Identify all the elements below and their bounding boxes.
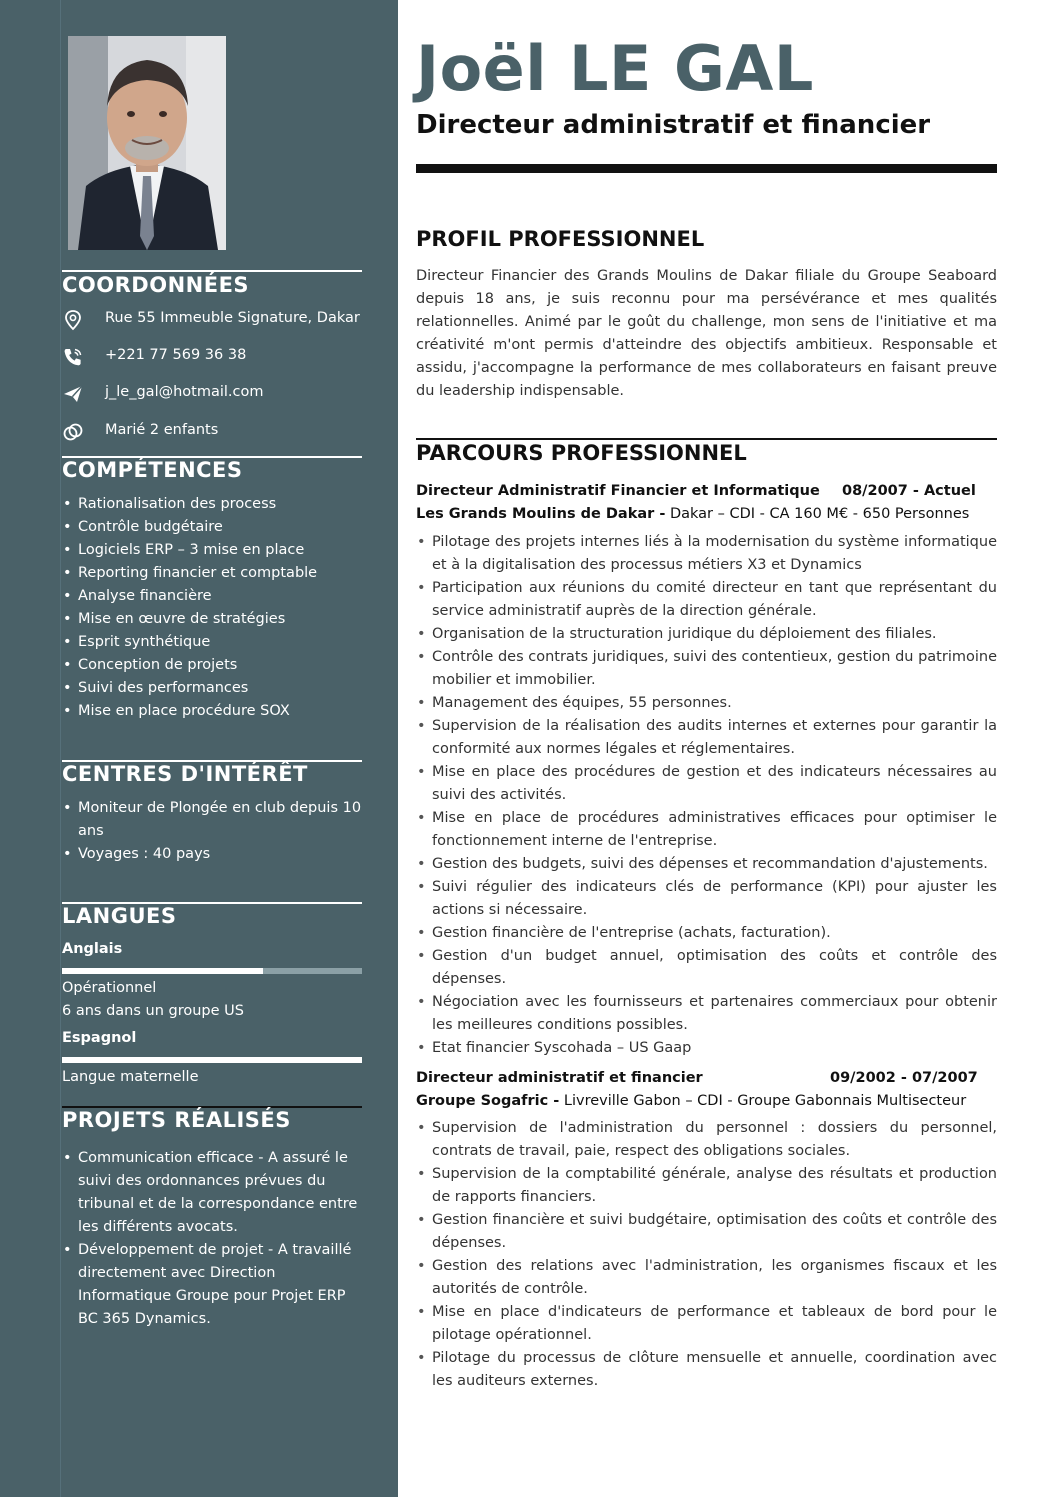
list-item: • Gestion des relations avec l'administration, les organismes fiscaux et les autorités de contrôle. [417, 1258, 997, 1297]
contact-family [62, 420, 362, 444]
list-item: • Etat financier Syscohada – US Gaap [417, 1040, 692, 1056]
list-item: • Mise en œuvre de stratégies [63, 611, 286, 627]
list-item: • Gestion d'un budget annuel, optimisation des coûts et contrôle des dépenses. [417, 948, 997, 987]
list-item: • Gestion des budgets, suivi des dépenses et recommandation d'ajustements. [417, 856, 988, 872]
location-pin-icon [62, 309, 84, 331]
list-item: • Mise en place de procédures administratives efficaces pour optimiser le fonctionnement interne de l'entreprise. [417, 810, 997, 849]
profile-photo [68, 36, 226, 250]
job-task-list [416, 531, 997, 1060]
list-item: • Voyages : 40 pays [63, 846, 211, 862]
list-item: • Supervision de la réalisation des audits internes et externes pour garantir la conformité aux normes légales et réglementaires. [417, 718, 997, 757]
list-item: • Contrôle budgétaire [63, 519, 223, 535]
projects-heading: PROJETS RÉALISÉS [62, 1108, 291, 1132]
list-item: • Moniteur de Plongée en club depuis 10 ans [63, 800, 362, 839]
list-item: • Supervision de l'administration du personnel : dossiers du personnel, contrats de travail, paie, respect des obligations sociales. [417, 1120, 997, 1159]
contact-section-rule [62, 270, 362, 272]
job-company-line [416, 1093, 966, 1109]
job-role: Directeur administratif et financier [416, 1070, 703, 1086]
profile-text: Directeur Financier des Grands Moulins de Dakar filiale du Groupe Seaboard depuis 18 ans, je suis reconnu pour ma persévérance et mes qualités relationnelles. Animé par le goût du challenge, mon sens de l'initiative et ma créativité m'ont permis d'atteindre des objectifs ambitieux. Responsable et assidu, j'accompagne la performance de mes collaborateurs en faisant preuve du leadership indispensable. [416, 268, 997, 399]
projects-list [62, 1147, 362, 1331]
list-item: • Management des équipes, 55 personnes. [417, 695, 732, 711]
contact-heading: COORDONNÉES [62, 273, 250, 297]
list-item: • Reporting financier et comptable [63, 565, 318, 581]
list-item: • Contrôle des contrats juridiques, suivi des contentieux, gestion du patrimoine mobilier et immobilier. [417, 649, 997, 688]
candidate-title: Directeur administratif et financier [416, 110, 931, 140]
contact-family-text: Marié 2 enfants [105, 422, 219, 438]
job-details: Livreville Gabon – CDI - Groupe Gabonnais Multisecteur [559, 1093, 967, 1109]
sidebar [0, 0, 398, 1497]
header-rule [416, 164, 997, 173]
contact-phone-text: +221 77 569 36 38 [105, 347, 247, 363]
contact-address [62, 308, 362, 332]
interests-heading: CENTRES D'INTÉRÊT [62, 762, 308, 786]
language-name-spanish: Espagnol [62, 1030, 137, 1046]
list-item: • Négociation avec les fournisseurs et partenaires commerciaux pour obtenir les meilleures conditions possibles. [417, 994, 997, 1033]
list-item: • Suivi régulier des indicateurs clés de performance (KPI) pour ajuster les actions si nécessaire. [417, 879, 997, 918]
skills-list [62, 493, 362, 723]
contact-address-text: Rue 55 Immeuble Signature, Dakar [105, 310, 360, 326]
job-company-line [416, 506, 969, 522]
contact-phone[interactable] [62, 345, 362, 369]
paper-plane-icon [62, 383, 84, 405]
list-item: • Mise en place des procédures de gestion et des indicateurs nécessaires au suivi des activités. [417, 764, 997, 803]
list-item: • Pilotage des projets internes liés à la modernisation du système informatique et à la digitalisation des processus métiers X3 et Dynamics [417, 534, 997, 573]
language-desc-english-1: Opérationnel [62, 980, 157, 996]
rings-icon [62, 421, 84, 443]
list-item: • Logiciels ERP – 3 mise en place [63, 542, 305, 558]
list-item: • Analyse financière [63, 588, 212, 604]
language-level-fill-spanish [62, 1057, 362, 1063]
list-item: • Suivi des performances [63, 680, 249, 696]
interests-list [62, 797, 362, 866]
list-item: • Gestion financière de l'entreprise (achats, facturation). [417, 925, 831, 941]
job-role: Directeur Administratif Financier et Informatique [416, 483, 820, 499]
language-desc-english-2: 6 ans dans un groupe US [62, 1003, 244, 1019]
experience-section-rule [416, 438, 997, 440]
job-dates: 08/2007 - Actuel [842, 483, 976, 499]
list-item: • Pilotage du processus de clôture mensuelle et annuelle, coordination avec les auditeurs externes. [417, 1350, 997, 1389]
list-item: • Mise en place d'indicateurs de performance et tableaux de bord pour le pilotage opérationnel. [417, 1304, 997, 1343]
sidebar-divider [60, 0, 61, 1497]
contact-email-text: j_le_gal@hotmail.com [105, 384, 264, 400]
language-level-bar-english [62, 968, 362, 974]
list-item: • Communication efficace - A assuré le suivi des ordonnances prévues du tribunal et de la correspondance entre les différents avocats. [63, 1150, 358, 1235]
job-dates: 09/2002 - 07/2007 [830, 1070, 978, 1086]
language-desc-spanish: Langue maternelle [62, 1069, 199, 1085]
job-details: Dakar – CDI - CA 160 M€ - 650 Personnes [665, 506, 970, 522]
list-item: • Rationalisation des process [63, 496, 277, 512]
languages-heading: LANGUES [62, 904, 177, 928]
list-item: • Esprit synthétique [63, 634, 211, 650]
language-name-english: Anglais [62, 941, 123, 957]
list-item: • Développement de projet - A travaillé directement avec Direction Informatique Groupe pour Projet ERP BC 365 Dynamics. [63, 1242, 352, 1327]
job-company: Groupe Sogafric - [416, 1093, 560, 1109]
profile-heading: PROFIL PROFESSIONNEL [416, 227, 705, 251]
list-item: • Organisation de la structuration juridique du déploiement des filiales. [417, 626, 937, 642]
list-item: • Supervision de la comptabilité générale, analyse des résultats et production de rapports financiers. [417, 1166, 997, 1205]
contact-email[interactable] [62, 382, 362, 406]
phone-icon [62, 346, 84, 368]
experience-heading: PARCOURS PROFESSIONNEL [416, 441, 747, 465]
list-item: • Gestion financière et suivi budgétaire, optimisation des coûts et contrôle des dépenses. [417, 1212, 997, 1251]
list-item: • Participation aux réunions du comité directeur en tant que représentant du service administratif auprès de la direction générale. [417, 580, 997, 619]
list-item: • Conception de projets [63, 657, 238, 673]
list-item: • Mise en place procédure SOX [63, 703, 290, 719]
candidate-name: Joël LE GAL [416, 32, 814, 105]
language-level-fill-english [62, 968, 263, 974]
language-level-bar-spanish [62, 1057, 362, 1063]
job-task-list [416, 1117, 997, 1393]
job-company: Les Grands Moulins de Dakar - [416, 506, 666, 522]
skills-heading: COMPÉTENCES [62, 458, 243, 482]
